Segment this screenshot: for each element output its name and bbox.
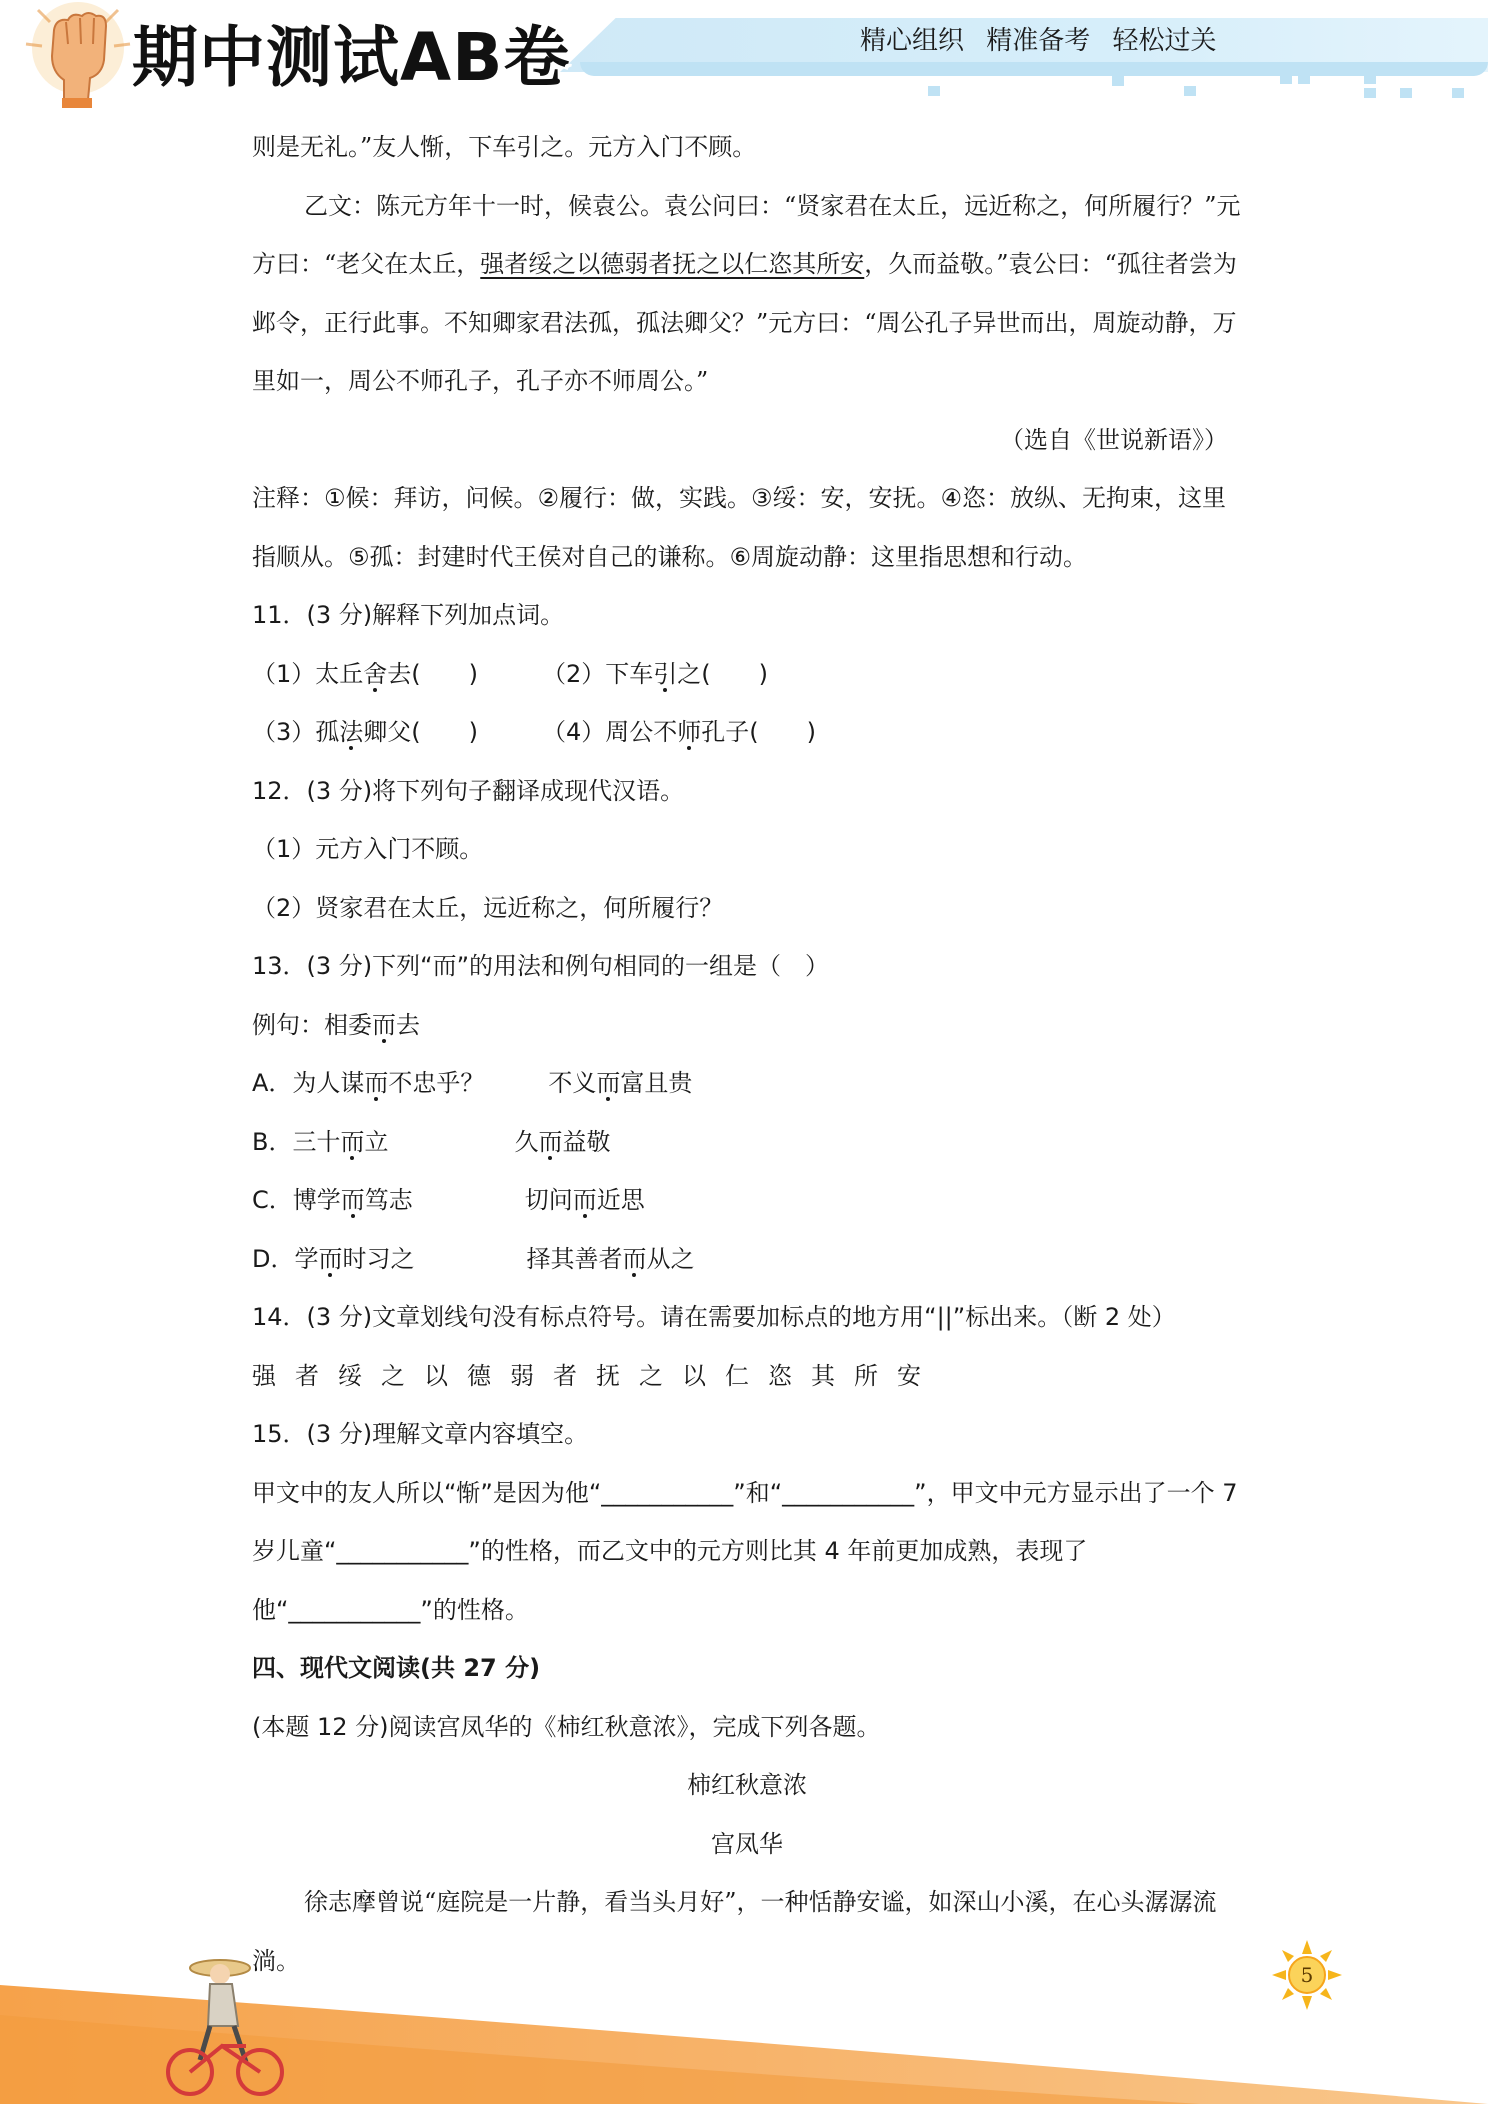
dotted-char: 而 [340,1127,365,1156]
dotted-char: 而 [340,1186,365,1214]
dotted-char: 舍 [363,659,388,688]
question-11-item-2: （2）下车引之( ) [542,659,769,688]
question-15-stem: 15．(3 分)理解文章内容填空。 [252,1420,589,1448]
question-12-stem: 12．(3 分)将下列句子翻译成现代汉语。 [252,776,685,805]
dotted-char: 而 [572,1186,597,1214]
page-header [0,0,1488,110]
article-title: 柿红秋意浓 [687,1771,807,1799]
annotation-notes: 注释：①候：拜访，问候。②履行：做，实践。③绥：安，安抚。④恣：放纵、无拘束，这里指顺从。⑤孤：封建时代王侯对自己的谦称。⑥周旋动静：这里指思想和行动。 [252,484,1227,571]
underlined-sentence: 强者绥之以德弱者抚之以仁恣其所安 [480,250,865,278]
question-14-sentence: 强者绥之以德弱者抚之以仁恣其所安 [252,1361,940,1390]
passage-b-text-1: 乙文：陈元方年十一时，候袁公。袁公问曰：“贤家君在太丘，远近称之，何所履行？”元方曰：“老父在太丘， [252,191,1241,278]
dotted-char: 而 [364,1069,389,1097]
dotted-char: 而 [622,1244,647,1273]
page-number: 5 [1300,1963,1314,1987]
cyclist-icon [160,1950,290,2100]
question-13-example: 例句：相委而去 [252,1010,420,1039]
question-11-row-2 [252,703,1242,762]
question-13-stem: 13．(3 分)下列“而”的用法和例句相同的一组是（ ） [252,952,830,980]
dotted-char: 法 [339,718,364,746]
dotted-char: 而 [596,1069,621,1097]
question-11-item-3: （3）孤法卿父( ) [252,718,479,746]
article-author: 宫凤华 [711,1829,783,1858]
dotted-char: 师 [677,718,702,746]
question-12-sentence-2: （2）贤家君在太丘，远近称之，何所履行？ [252,893,724,922]
article-paragraph-1: 徐志摩曾说“庭院是一片静，看当头月好”，一种恬静安谧，如深山小溪，在心头潺潺流淌。 [252,1888,1217,1975]
question-13-option-c: C．博学而笃志 切问而近思 [252,1186,645,1214]
question-12-sentence-1: （1）元方入门不顾。 [252,835,484,863]
passage-b [252,177,1242,411]
question-15-text: 甲文中的友人所以“惭”是因为他“___________”和“___________”，甲文中元方显示出了一个 7 岁儿童“___________”的性格，而乙文中的元方则比其 4 年前更加成熟，表现了他“___________”的性格。 [252,1478,1238,1624]
passage-b-text-2: ，久而益敬。”袁公曰：“孤往者尝为邺令，正行此事。不知卿家君法孤，孤法卿父？”元方曰：“周公孔子异世而出，周旋动静，万里如一，周公不师孔子，孔子亦不师周公。” [252,250,1237,395]
header-title: 期中测试AB卷 [132,19,571,96]
question-11-item-4: （4）周公不师孔子( ) [542,718,817,746]
question-13-option-a: A．为人谋而不忠乎？ 不义而富且贵 [252,1069,693,1097]
question-11-item-1: （1）太丘舍去( ) [252,659,479,688]
section-4-intro: (本题 12 分)阅读宫凤华的《柿红秋意浓》，完成下列各题。 [252,1712,881,1741]
header-decorative-dots [920,74,1480,102]
question-13-option-d: D．学而时习之 择其善者而从之 [252,1244,695,1273]
dotted-char: 而 [372,1010,396,1039]
question-14-stem: 14．(3 分)文章划线句没有标点符号。请在需要加标点的地方用“||”标出来。（断 2 处） [252,1303,1176,1331]
question-13-option-b: B．三十而立 久而益敬 [252,1127,611,1156]
question-11-row-1 [252,645,1242,704]
dotted-char: 而 [538,1127,563,1156]
raised-fist-icon [18,0,138,108]
passage-source: （选自《世说新语》） [1000,425,1228,454]
question-11-stem: 11．(3 分)解释下列加点词。 [252,601,565,629]
section-4-heading: 四、现代文阅读(共 27 分) [252,1654,541,1682]
page-content [252,118,1242,1990]
passage-a-ending: 则是无礼。”友人惭，下车引之。元方入门不顾。 [252,133,757,161]
header-slogan: 精心组织 精准备考 轻松过关 [860,26,1217,56]
dotted-char: 引 [653,659,678,688]
dotted-char: 而 [318,1244,343,1273]
